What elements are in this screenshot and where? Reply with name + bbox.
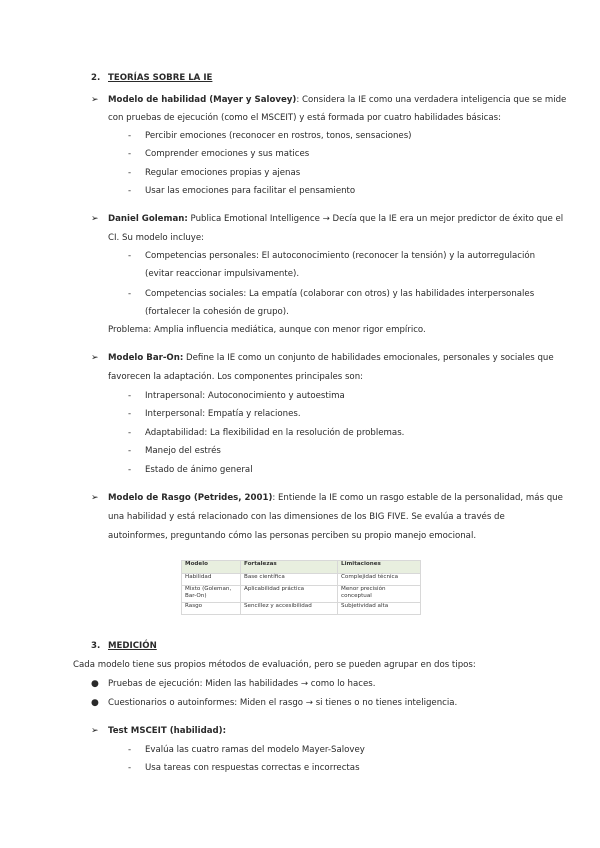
baron-item: Intrapersonal: Autoconocimiento y autoestima [145, 391, 345, 401]
goleman-item: Competencias sociales: La empatía (colaborar con otros) y las habilidades interpersonales [145, 289, 535, 299]
arrow-bullet-icon: ➢ [91, 726, 99, 736]
section2-number: 2. [91, 73, 101, 83]
bullet-dot-icon: ● [91, 698, 99, 708]
msceit-item: Evalúa las cuatro ramas del modelo Mayer-Salovey [145, 745, 365, 755]
table-cell: Menor precisión conceptual [338, 586, 421, 603]
msceit-item: Usa tareas con respuestas correctas e incorrectas [145, 763, 360, 773]
table-cell: Habilidad [182, 574, 241, 586]
msceit-title: Test MSCEIT (habilidad): [108, 726, 227, 736]
goleman-item-cont: (fortalecer la cohesión de grupo). [145, 307, 289, 317]
measurement-bullet: Cuestionarios o autoinformes: Miden el rasgo → si tienes o no tienes inteligencia. [108, 698, 458, 708]
table-header-cell: Fortalezas [241, 561, 338, 574]
table-header-cell: Modelo [182, 561, 241, 574]
table-row [182, 603, 421, 615]
table-cell: Sencillez y accesibilidad [241, 603, 338, 615]
arrow-bullet-icon: ➢ [91, 493, 99, 503]
mayer-item: Regular emociones propias y ajenas [145, 168, 301, 178]
models-comparison-table [181, 560, 421, 615]
arrow-bullet-icon: ➢ [91, 353, 99, 363]
measurement-bullet: Pruebas de ejecución: Miden las habilidades → como lo haces. [108, 679, 376, 689]
table-header-cell: Limitaciones [338, 561, 421, 574]
section3-number: 3. [91, 641, 101, 651]
table-cell: Base científica [241, 574, 338, 586]
goleman-line1: Daniel Goleman: Publica Emotional Intelligence → Decía que la IE era un mejor predictor de éxito que el [108, 214, 564, 224]
mayer-item: Percibir emociones (reconocer en rostros, tonos, sensaciones) [145, 131, 412, 141]
rasgo-line1: Modelo de Rasgo (Petrides, 2001): Entiende la IE como un rasgo estable de la personalidad, más que [108, 493, 563, 503]
table-row [182, 574, 421, 586]
baron-item: Estado de ánimo general [145, 465, 253, 475]
mayer-item: Usar las emociones para facilitar el pensamiento [145, 186, 356, 196]
section2-title: TEORÍAS SOBRE LA IE [108, 73, 213, 83]
table-cell: Rasgo [182, 603, 241, 615]
mayer-line1: Modelo de habilidad (Mayer y Salovey): Considera la IE como una verdadera inteligencia que se mide [108, 95, 567, 105]
goleman-problem: Problema: Amplia influencia mediática, aunque con menor rigor empírico. [108, 325, 426, 335]
table-row [182, 586, 421, 603]
baron-item: Adaptabilidad: La flexibilidad en la resolución de problemas. [145, 428, 405, 438]
mayer-line2: con pruebas de ejecución (como el MSCEIT) y está formada por cuatro habilidades básicas: [108, 113, 502, 123]
table-header-row [182, 561, 421, 574]
table-cell: Complejidad técnica [338, 574, 421, 586]
rasgo-line2: una habilidad y está relacionado con las dimensiones de los BIG FIVE. Se evalúa a través de [108, 512, 505, 522]
table-cell: Subjetividad alta [338, 603, 421, 615]
baron-line2: favorecen la adaptación. Los componentes principales son: [108, 372, 364, 382]
section3-intro: Cada modelo tiene sus propios métodos de evaluación, pero se pueden agrupar en dos tipos: [73, 660, 476, 670]
bullet-dot-icon: ● [91, 679, 99, 689]
goleman-item-cont: (evitar reaccionar impulsivamente). [145, 269, 300, 279]
goleman-line2: CI. Su modelo incluye: [108, 233, 205, 243]
baron-item: Manejo del estrés [145, 446, 221, 456]
rasgo-line3: autoinformes, preguntando cómo las personas perciben su propio manejo emocional. [108, 531, 477, 541]
mayer-item: Comprender emociones y sus matices [145, 149, 310, 159]
section3-title: MEDICIÓN [108, 641, 157, 651]
table-cell: Mixto (Goleman, Bar-On) [182, 586, 241, 603]
arrow-bullet-icon: ➢ [91, 214, 99, 224]
baron-line1: Modelo Bar-On: Define la IE como un conjunto de habilidades emocionales, personales y sociales que [108, 353, 554, 363]
table-cell: Aplicabilidad práctica [241, 586, 338, 603]
baron-item: Interpersonal: Empatía y relaciones. [145, 409, 301, 419]
goleman-item: Competencias personales: El autoconocimiento (reconocer la tensión) y la autorregulación [145, 251, 536, 261]
arrow-bullet-icon: ➢ [91, 95, 99, 105]
